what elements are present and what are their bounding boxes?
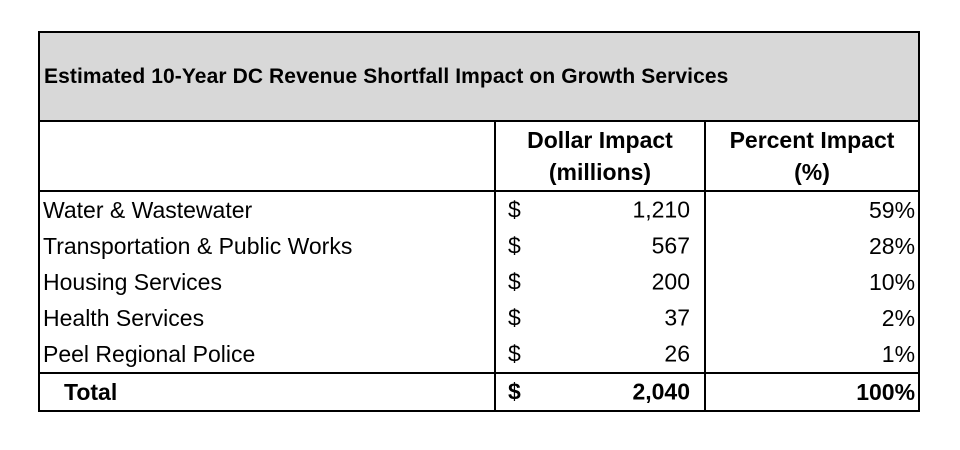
service-name: Water & Wastewater [39,191,495,228]
dollar-impact-value: 200 [651,268,690,295]
table-row [39,300,919,336]
header-percent-impact [705,121,919,191]
total-percent-value: 100% [705,373,919,411]
percent-impact-value: 2% [705,300,919,336]
service-name: Housing Services [39,264,495,300]
revenue-shortfall-table [38,31,920,412]
currency-symbol: $ [508,196,521,223]
total-label: Total [39,373,495,411]
total-row [39,373,919,411]
service-name: Transportation & Public Works [39,228,495,264]
service-name: Health Services [39,300,495,336]
header-dollar-impact-line2: (millions) [548,159,652,185]
dollar-impact-value: 26 [664,340,690,367]
currency-symbol: $ [508,304,521,331]
percent-impact-value: 59% [705,191,919,228]
table-title: Estimated 10-Year DC Revenue Shortfall Impact on Growth Services [39,32,919,121]
header-row [39,121,919,191]
table-row [39,228,919,264]
dollar-impact-cell [495,228,705,264]
dollar-impact-value: 1,210 [632,196,690,223]
header-dollar-impact-line1: Dollar Impact [527,127,673,153]
dollar-impact-cell [495,191,705,228]
dollar-impact-value: 37 [664,304,690,331]
total-dollar-cell [495,373,705,411]
dollar-impact-cell [495,336,705,373]
header-blank-cell [39,121,495,191]
dollar-impact-cell [495,300,705,336]
total-currency-symbol: $ [508,378,521,405]
table-row [39,264,919,300]
header-percent-impact-line1: Percent Impact [729,127,895,153]
table-row [39,191,919,228]
percent-impact-value: 1% [705,336,919,373]
currency-symbol: $ [508,232,521,259]
header-dollar-impact [495,121,705,191]
title-row [39,32,919,121]
service-name: Peel Regional Police [39,336,495,373]
revenue-shortfall-table-container [38,31,918,412]
table-row [39,336,919,373]
dollar-impact-cell [495,264,705,300]
currency-symbol: $ [508,268,521,295]
percent-impact-value: 10% [705,264,919,300]
dollar-impact-value: 567 [651,232,690,259]
header-percent-impact-line2: (%) [794,159,830,185]
currency-symbol: $ [508,340,521,367]
total-dollar-value: 2,040 [632,378,690,405]
percent-impact-value: 28% [705,228,919,264]
